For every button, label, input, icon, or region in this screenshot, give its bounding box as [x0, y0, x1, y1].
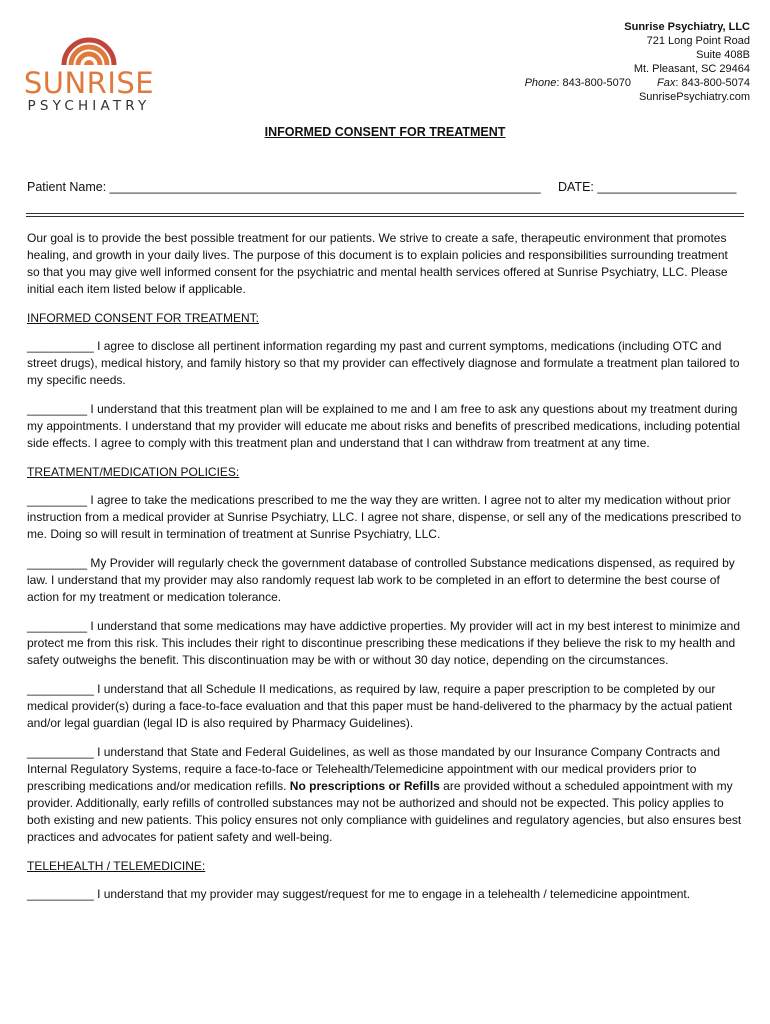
- sunrise-arcs-icon: [22, 20, 156, 70]
- document-title: INFORMED CONSENT FOR TREATMENT: [264, 125, 506, 139]
- refills-text-before: __________ I understand that State and Federal Guidelines, as well as those mandated by our Insurance Company Contracts and Internal Regulatory Systems, require a face-to-face or Telehealth/Telemedicine appointment with our medical providers prior to prescribing medications and/or medication refills.: [27, 745, 721, 793]
- section-heading-informed-consent: INFORMED CONSENT FOR TREATMENT:: [27, 311, 260, 325]
- contact-block: [525, 20, 750, 104]
- sunrise-logo: [22, 20, 156, 120]
- section-heading-telehealth: TELEHEALTH / TELEMEDICINE:: [27, 859, 206, 873]
- policy-item[interactable]: _________ My Provider will regularly check the government database of controlled Substance medications dispensed, as required by law. I understand that my provider may also randomly request lab work to be completed in an effort to determine the best course of action for my treatment or medication tolerance.: [27, 556, 735, 604]
- website-link[interactable]: SunrisePsychiatry.com: [638, 91, 750, 103]
- policy-item[interactable]: _________ I understand that some medications may have addictive properties. My provider will act in my best interest to minimize and protect me from this risk. This includes their right to discontinue prescribing these medications if they believe the risk to my health and safety outweighs the benefit. This discontinuation may be with or without 30 day notice, depending on the circumstances.: [27, 619, 741, 667]
- document-body: [27, 230, 743, 915]
- phone-number: : 843-800-5070: [556, 77, 632, 89]
- intro-paragraph: Our goal is to provide the best possible treatment for our patients. We strive to create a safe, therapeutic environment that promotes healing, and growth in your daily lives. The purpose of this document is to explain policies and responsibilities surrounding treatment so that you may give well informed consent for the psychiatric and mental health services offered at Sunrise Psychiatry, LLC. Please initial each item listed below if applicable.: [27, 231, 728, 296]
- consent-item[interactable]: _________ I understand that this treatment plan will be explained to me and I am free to ask any questions about my treatment during my appointments. I understand that my provider will educate me about risks and benefits of prescribed medications, including potential side effects. I agree to comply with this treatment plan and understand that I can withdraw from treatment at any time.: [27, 402, 741, 450]
- refills-text-after: are provided without a scheduled appointment with my provider. Additionally, early refills of controlled substances may not be authorized and should not be expected. This policy applies to both existing and new patients. This policy ensures not only compliance with guidelines and regulatory agencies, but also ensures best practices and advocates for patient safety and well-being.: [27, 779, 742, 844]
- phone-fax-line: [525, 76, 750, 90]
- divider: [26, 213, 744, 214]
- consent-item[interactable]: __________ I agree to disclose all pertinent information regarding my past and current symptoms, medications (including OTC and street drugs), medical history, and family history so that my provider can effectively diagnose and formulate a treatment plan tailored to my specific needs.: [27, 339, 740, 387]
- city-state-zip: Mt. Pleasant, SC 29464: [633, 63, 750, 75]
- policy-item[interactable]: _________ I agree to take the medications prescribed to me the way they are written. I agree not to alter my medication without prior instruction from a medical provider at Sunrise Psychiatry, LLC. I agree not share, dispense, or sell any of the medications prescribed to me. Doing so will result in termination of treatment at Sunrise Psychiatry, LLC.: [27, 493, 742, 541]
- fax-number: : 843-800-5074: [675, 77, 750, 89]
- practice-name: Sunrise Psychiatry, LLC: [624, 21, 750, 33]
- date-field[interactable]: DATE: ____________________: [558, 180, 737, 194]
- policy-item-refills[interactable]: [27, 744, 743, 846]
- phone-label: Phone: [524, 77, 557, 89]
- suite: Suite 408B: [696, 49, 750, 61]
- logo-wordmark: SUNRISE: [23, 66, 155, 100]
- divider: [26, 216, 744, 217]
- refills-bold-text: No prescriptions or Refills: [289, 779, 440, 793]
- fax-label: Fax: [657, 77, 676, 89]
- policy-item[interactable]: __________ I understand that all Schedule II medications, as required by law, require a paper prescription to be completed by our medical provider(s) during a face-to-face evaluation and that this paper must be hand-delivered to the pharmacy by the actual patient and/or legal guardian (legal ID is also required by Pharmacy Guidelines).: [27, 682, 733, 730]
- patient-name-field[interactable]: Patient Name: ______________________________________________________________: [27, 180, 541, 194]
- street-address: 721 Long Point Road: [646, 35, 750, 47]
- telehealth-item[interactable]: __________ I understand that my provider may suggest/request for me to engage in a telehealth / telemedicine appointment.: [27, 887, 691, 901]
- section-heading-medication-policies: TREATMENT/MEDICATION POLICIES:: [27, 465, 240, 479]
- logo-subtitle: PSYCHIATRY: [27, 98, 151, 114]
